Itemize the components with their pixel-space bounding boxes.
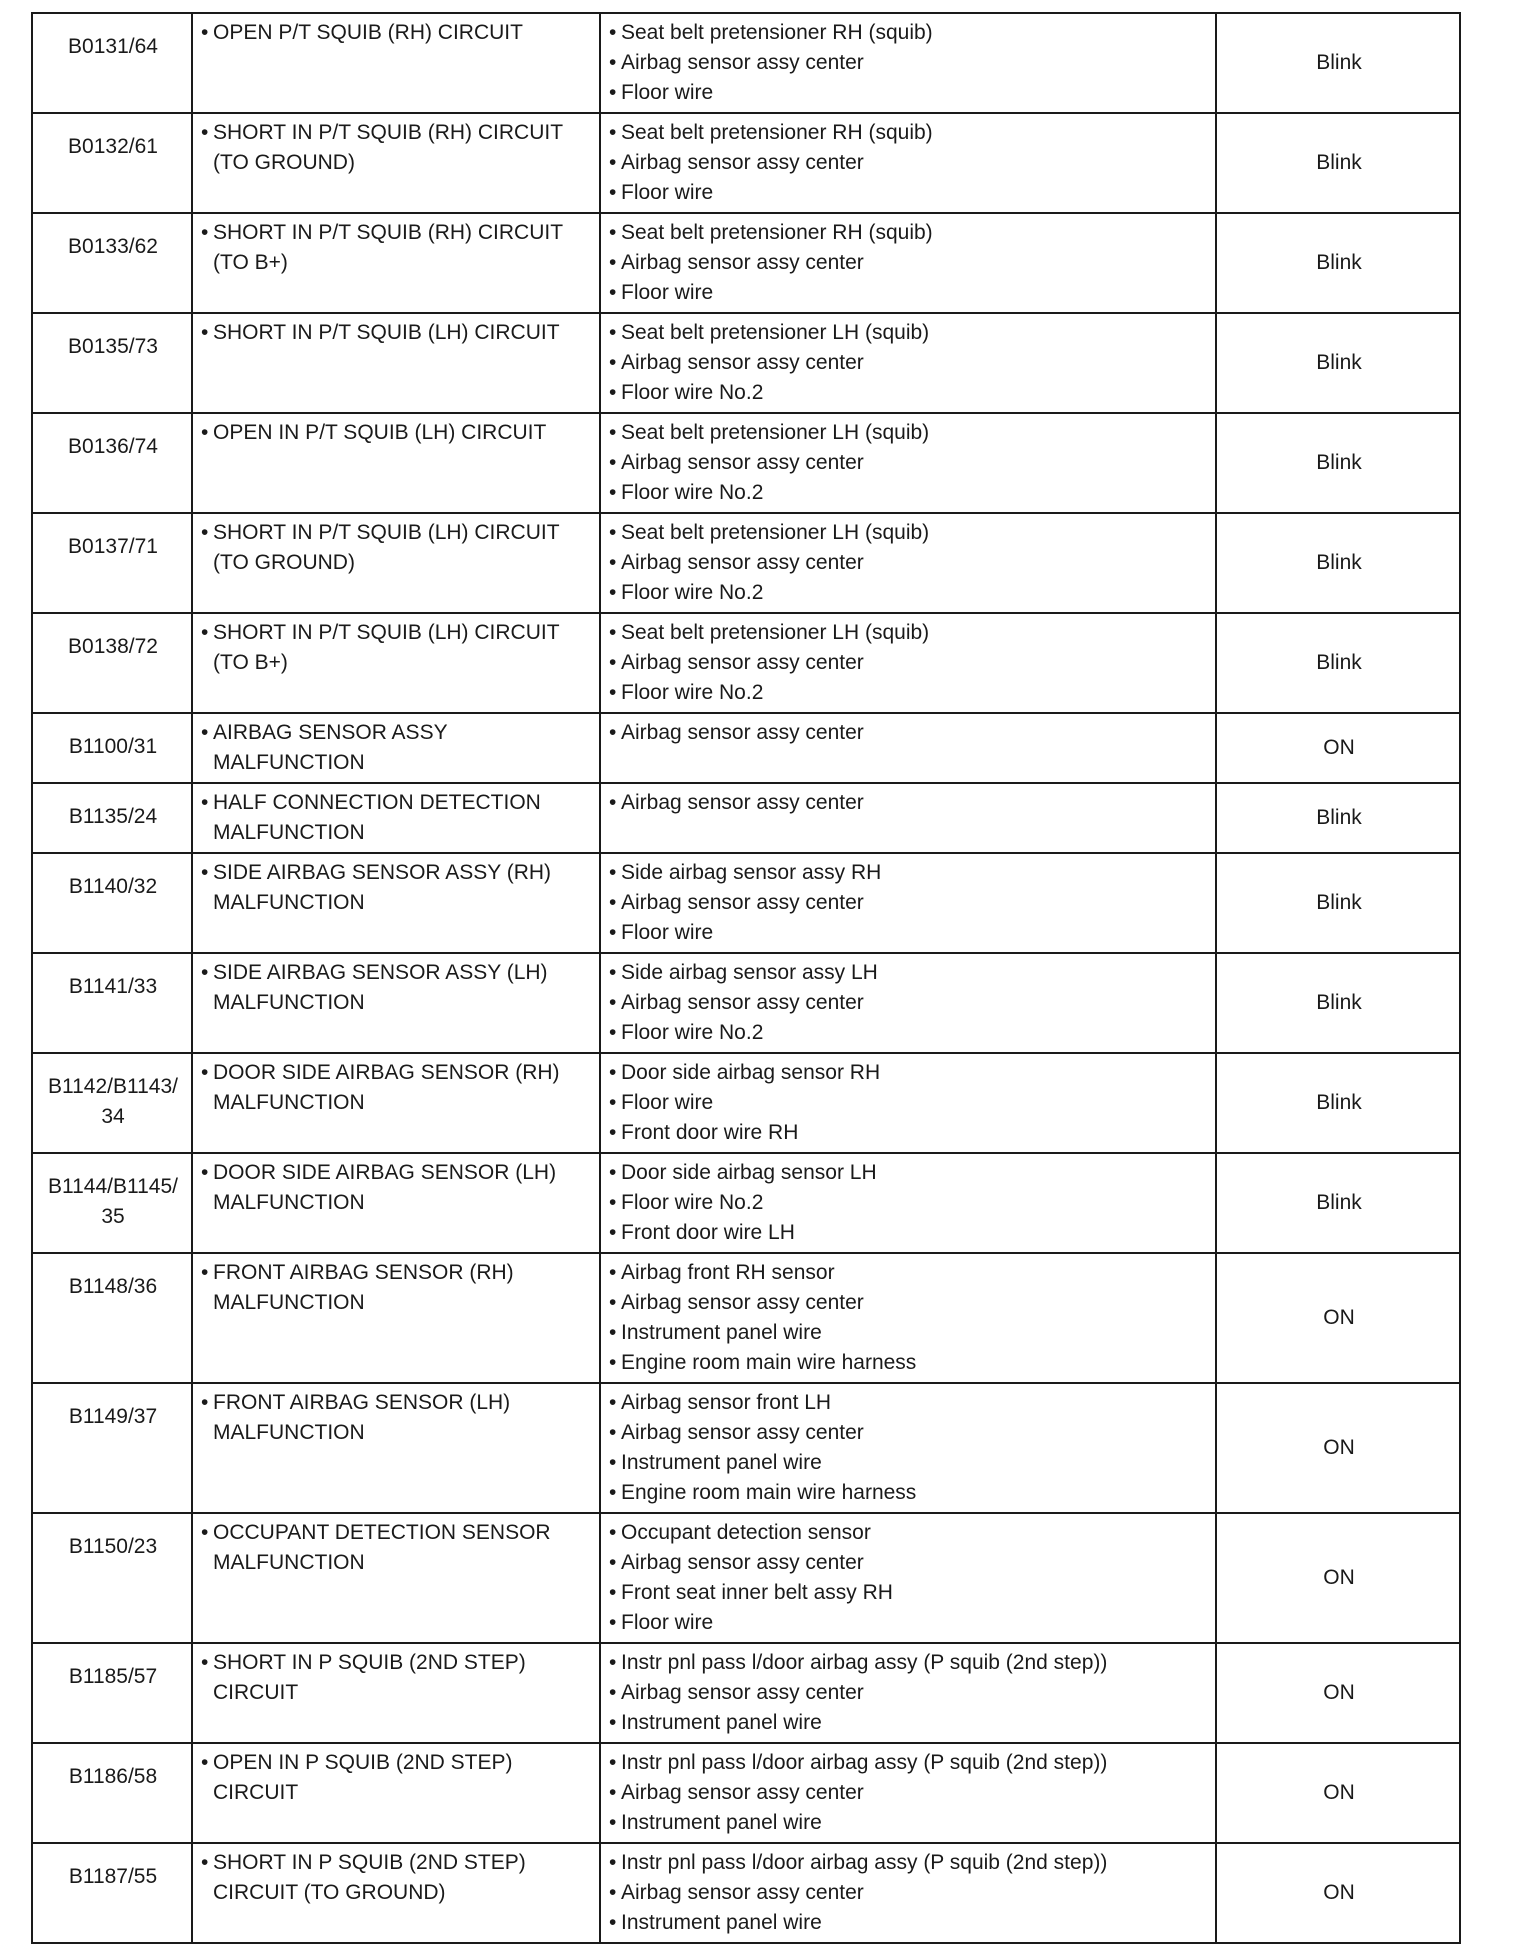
trouble-area-item: • Airbag sensor assy center: [609, 548, 1209, 578]
trouble-area-item: • Airbag sensor assy center: [609, 348, 1209, 378]
trouble-area-cell: [600, 1513, 1216, 1643]
trouble-area-item: • Floor wire: [609, 1088, 1209, 1118]
trouble-area-item: • Airbag sensor assy center: [609, 1288, 1209, 1318]
trouble-area-item: • Front door wire RH: [609, 1118, 1209, 1148]
trouble-area-item: • Instrument panel wire: [609, 1708, 1209, 1738]
trouble-area-cell: [600, 1843, 1216, 1943]
trouble-area-item: • Airbag sensor assy center: [609, 1878, 1209, 1908]
detection-item-cell: [192, 1743, 600, 1843]
table-row: [32, 713, 1460, 783]
trouble-area-item: • Floor wire: [609, 918, 1209, 948]
detection-item-text: • SHORT IN P/T SQUIB (LH) CIRCUIT: [201, 618, 593, 648]
trouble-area-item: • Door side airbag sensor RH: [609, 1058, 1209, 1088]
trouble-area-item: • Airbag sensor assy center: [609, 1418, 1209, 1448]
detection-item-text: (TO GROUND): [213, 551, 355, 574]
trouble-area-cell: [600, 1643, 1216, 1743]
detection-item-text: • DOOR SIDE AIRBAG SENSOR (RH): [201, 1058, 593, 1088]
dtc-code: B0132/61: [32, 113, 192, 213]
dtc-code: B1185/57: [32, 1643, 192, 1743]
trouble-area-item: • Occupant detection sensor: [609, 1518, 1209, 1548]
trouble-area-item: • Airbag sensor assy center: [609, 988, 1209, 1018]
dtc-code: B1142/B1143/ 34: [32, 1053, 192, 1153]
detection-item-text: MALFUNCTION: [213, 1421, 365, 1444]
warning-light-status: Blink: [1216, 413, 1460, 513]
detection-item-text: • SHORT IN P/T SQUIB (RH) CIRCUIT: [201, 118, 593, 148]
detection-item-text: CIRCUIT (TO GROUND): [213, 1881, 446, 1904]
warning-light-status: Blink: [1216, 213, 1460, 313]
detection-item-text: MALFUNCTION: [213, 1191, 365, 1214]
warning-light-status: ON: [1216, 1643, 1460, 1743]
detection-item-text: CIRCUIT: [213, 1781, 299, 1804]
trouble-area-item: • Seat belt pretensioner LH (squib): [609, 618, 1209, 648]
table-row: [32, 1383, 1460, 1513]
dtc-code: B0133/62: [32, 213, 192, 313]
trouble-area-item: • Side airbag sensor assy LH: [609, 958, 1209, 988]
dtc-code: B1141/33: [32, 953, 192, 1053]
trouble-area-item: • Floor wire No.2: [609, 678, 1209, 708]
detection-item-cell: [192, 853, 600, 953]
detection-item-cell: [192, 313, 600, 413]
warning-light-status: Blink: [1216, 853, 1460, 953]
trouble-area-cell: [600, 213, 1216, 313]
detection-item-text: • OPEN IN P SQUIB (2ND STEP): [201, 1748, 593, 1778]
dtc-code: B1187/55: [32, 1843, 192, 1943]
detection-item-text: • SHORT IN P/T SQUIB (RH) CIRCUIT: [201, 218, 593, 248]
trouble-area-item: • Floor wire No.2: [609, 478, 1209, 508]
table-row: [32, 213, 1460, 313]
trouble-area-item: • Airbag sensor assy center: [609, 1548, 1209, 1578]
table-row: [32, 1153, 1460, 1253]
table-row: [32, 1053, 1460, 1153]
table-row: [32, 613, 1460, 713]
detection-item-text: • OCCUPANT DETECTION SENSOR: [201, 1518, 593, 1548]
dtc-code: B0136/74: [32, 413, 192, 513]
detection-item-cell: [192, 713, 600, 783]
trouble-area-cell: [600, 1743, 1216, 1843]
trouble-area-cell: [600, 1153, 1216, 1253]
detection-item-text: MALFUNCTION: [213, 1551, 365, 1574]
trouble-area-item: • Floor wire: [609, 1608, 1209, 1638]
trouble-area-item: • Seat belt pretensioner RH (squib): [609, 218, 1209, 248]
detection-item-text: MALFUNCTION: [213, 821, 365, 844]
trouble-area-cell: [600, 113, 1216, 213]
dtc-code: B1140/32: [32, 853, 192, 953]
dtc-table-page: [31, 12, 1459, 1944]
trouble-area-cell: [600, 853, 1216, 953]
trouble-area-item: • Instrument panel wire: [609, 1808, 1209, 1838]
detection-item-text: MALFUNCTION: [213, 751, 365, 774]
warning-light-status: Blink: [1216, 613, 1460, 713]
dtc-code: B1149/37: [32, 1383, 192, 1513]
trouble-area-item: • Floor wire No.2: [609, 1018, 1209, 1048]
trouble-area-item: • Door side airbag sensor LH: [609, 1158, 1209, 1188]
trouble-area-cell: [600, 713, 1216, 783]
warning-light-status: ON: [1216, 1253, 1460, 1383]
detection-item-text: MALFUNCTION: [213, 891, 365, 914]
warning-light-status: Blink: [1216, 13, 1460, 113]
trouble-area-cell: [600, 413, 1216, 513]
detection-item-text: (TO B+): [213, 651, 288, 674]
dtc-code: B1186/58: [32, 1743, 192, 1843]
table-row: [32, 413, 1460, 513]
table-row: [32, 513, 1460, 613]
detection-item-text: • SHORT IN P SQUIB (2ND STEP): [201, 1648, 593, 1678]
detection-item-cell: [192, 1153, 600, 1253]
dtc-code: B0131/64: [32, 13, 192, 113]
detection-item-text: MALFUNCTION: [213, 1291, 365, 1314]
trouble-area-item: • Airbag sensor assy center: [609, 148, 1209, 178]
detection-item-cell: [192, 513, 600, 613]
trouble-area-item: • Seat belt pretensioner LH (squib): [609, 518, 1209, 548]
detection-item-cell: [192, 13, 600, 113]
detection-item-cell: [192, 413, 600, 513]
trouble-area-item: • Floor wire: [609, 278, 1209, 308]
warning-light-status: ON: [1216, 713, 1460, 783]
detection-item-text: (TO B+): [213, 251, 288, 274]
dtc-code: B1100/31: [32, 713, 192, 783]
warning-light-status: Blink: [1216, 513, 1460, 613]
trouble-area-cell: [600, 783, 1216, 853]
trouble-area-item: • Instrument panel wire: [609, 1318, 1209, 1348]
trouble-area-item: • Floor wire No.2: [609, 578, 1209, 608]
detection-item-text: • FRONT AIRBAG SENSOR (LH): [201, 1388, 593, 1418]
table-row: [32, 13, 1460, 113]
table-row: [32, 1513, 1460, 1643]
detection-item-text: • SHORT IN P/T SQUIB (LH) CIRCUIT: [201, 318, 593, 348]
trouble-area-item: • Airbag sensor assy center: [609, 888, 1209, 918]
trouble-area-item: • Airbag sensor assy center: [609, 48, 1209, 78]
table-row: [32, 783, 1460, 853]
trouble-area-item: • Airbag sensor assy center: [609, 788, 1209, 818]
detection-item-text: • SHORT IN P/T SQUIB (LH) CIRCUIT: [201, 518, 593, 548]
trouble-area-item: • Instr pnl pass l/door airbag assy (P squib (2nd step)): [609, 1748, 1209, 1778]
detection-item-text: • SIDE AIRBAG SENSOR ASSY (RH): [201, 858, 593, 888]
detection-item-cell: [192, 113, 600, 213]
table-row: [32, 1643, 1460, 1743]
detection-item-text: (TO GROUND): [213, 151, 355, 174]
detection-item-cell: [192, 1513, 600, 1643]
trouble-area-cell: [600, 13, 1216, 113]
trouble-area-cell: [600, 613, 1216, 713]
trouble-area-item: • Engine room main wire harness: [609, 1478, 1209, 1508]
table-row: [32, 853, 1460, 953]
table-row: [32, 113, 1460, 213]
table-row: [32, 313, 1460, 413]
trouble-area-cell: [600, 1383, 1216, 1513]
trouble-area-cell: [600, 313, 1216, 413]
dtc-code: B1144/B1145/ 35: [32, 1153, 192, 1253]
trouble-area-item: • Floor wire: [609, 178, 1209, 208]
trouble-area-item: • Airbag sensor assy center: [609, 1678, 1209, 1708]
detection-item-cell: [192, 953, 600, 1053]
detection-item-text: • OPEN P/T SQUIB (RH) CIRCUIT: [201, 18, 593, 48]
warning-light-status: Blink: [1216, 1153, 1460, 1253]
detection-item-text: • SIDE AIRBAG SENSOR ASSY (LH): [201, 958, 593, 988]
trouble-area-item: • Airbag sensor front LH: [609, 1388, 1209, 1418]
warning-light-status: Blink: [1216, 1053, 1460, 1153]
detection-item-cell: [192, 783, 600, 853]
warning-light-status: Blink: [1216, 113, 1460, 213]
trouble-area-cell: [600, 1253, 1216, 1383]
dtc-code: B1135/24: [32, 783, 192, 853]
trouble-area-item: • Airbag sensor assy center: [609, 448, 1209, 478]
trouble-area-item: • Airbag sensor assy center: [609, 248, 1209, 278]
trouble-area-item: • Airbag sensor assy center: [609, 648, 1209, 678]
warning-light-status: Blink: [1216, 313, 1460, 413]
trouble-area-item: • Instr pnl pass l/door airbag assy (P squib (2nd step)): [609, 1648, 1209, 1678]
detection-item-cell: [192, 613, 600, 713]
detection-item-cell: [192, 1643, 600, 1743]
detection-item-text: • DOOR SIDE AIRBAG SENSOR (LH): [201, 1158, 593, 1188]
warning-light-status: ON: [1216, 1843, 1460, 1943]
warning-light-status: Blink: [1216, 783, 1460, 853]
warning-light-status: Blink: [1216, 953, 1460, 1053]
dtc-code: B0137/71: [32, 513, 192, 613]
dtc-table: [31, 12, 1461, 1944]
trouble-area-item: • Floor wire No.2: [609, 1188, 1209, 1218]
trouble-area-item: • Airbag sensor assy center: [609, 1778, 1209, 1808]
trouble-area-item: • Front door wire LH: [609, 1218, 1209, 1248]
trouble-area-item: • Floor wire: [609, 78, 1209, 108]
dtc-code: B0135/73: [32, 313, 192, 413]
detection-item-text: • OPEN IN P/T SQUIB (LH) CIRCUIT: [201, 418, 593, 448]
trouble-area-item: • Instr pnl pass l/door airbag assy (P squib (2nd step)): [609, 1848, 1209, 1878]
trouble-area-item: • Seat belt pretensioner LH (squib): [609, 418, 1209, 448]
trouble-area-cell: [600, 953, 1216, 1053]
trouble-area-item: • Airbag front RH sensor: [609, 1258, 1209, 1288]
detection-item-cell: [192, 213, 600, 313]
dtc-code: B1150/23: [32, 1513, 192, 1643]
detection-item-text: CIRCUIT: [213, 1681, 299, 1704]
table-row: [32, 1253, 1460, 1383]
trouble-area-item: • Airbag sensor assy center: [609, 718, 1209, 748]
detection-item-text: MALFUNCTION: [213, 1091, 365, 1114]
detection-item-cell: [192, 1843, 600, 1943]
trouble-area-item: • Engine room main wire harness: [609, 1348, 1209, 1378]
dtc-code: B0138/72: [32, 613, 192, 713]
trouble-area-item: • Seat belt pretensioner RH (squib): [609, 18, 1209, 48]
table-row: [32, 1843, 1460, 1943]
trouble-area-cell: [600, 513, 1216, 613]
trouble-area-item: • Front seat inner belt assy RH: [609, 1578, 1209, 1608]
trouble-area-cell: [600, 1053, 1216, 1153]
trouble-area-item: • Seat belt pretensioner RH (squib): [609, 118, 1209, 148]
warning-light-status: ON: [1216, 1383, 1460, 1513]
table-row: [32, 1743, 1460, 1843]
trouble-area-item: • Seat belt pretensioner LH (squib): [609, 318, 1209, 348]
dtc-code: B1148/36: [32, 1253, 192, 1383]
warning-light-status: ON: [1216, 1743, 1460, 1843]
detection-item-cell: [192, 1253, 600, 1383]
trouble-area-item: • Instrument panel wire: [609, 1908, 1209, 1938]
detection-item-text: MALFUNCTION: [213, 991, 365, 1014]
detection-item-text: • HALF CONNECTION DETECTION: [201, 788, 593, 818]
detection-item-text: • SHORT IN P SQUIB (2ND STEP): [201, 1848, 593, 1878]
trouble-area-item: • Side airbag sensor assy RH: [609, 858, 1209, 888]
warning-light-status: ON: [1216, 1513, 1460, 1643]
detection-item-text: • AIRBAG SENSOR ASSY: [201, 718, 593, 748]
dtc-table-body: [32, 13, 1460, 1943]
trouble-area-item: • Instrument panel wire: [609, 1448, 1209, 1478]
detection-item-cell: [192, 1053, 600, 1153]
trouble-area-item: • Floor wire No.2: [609, 378, 1209, 408]
detection-item-cell: [192, 1383, 600, 1513]
table-row: [32, 953, 1460, 1053]
detection-item-text: • FRONT AIRBAG SENSOR (RH): [201, 1258, 593, 1288]
